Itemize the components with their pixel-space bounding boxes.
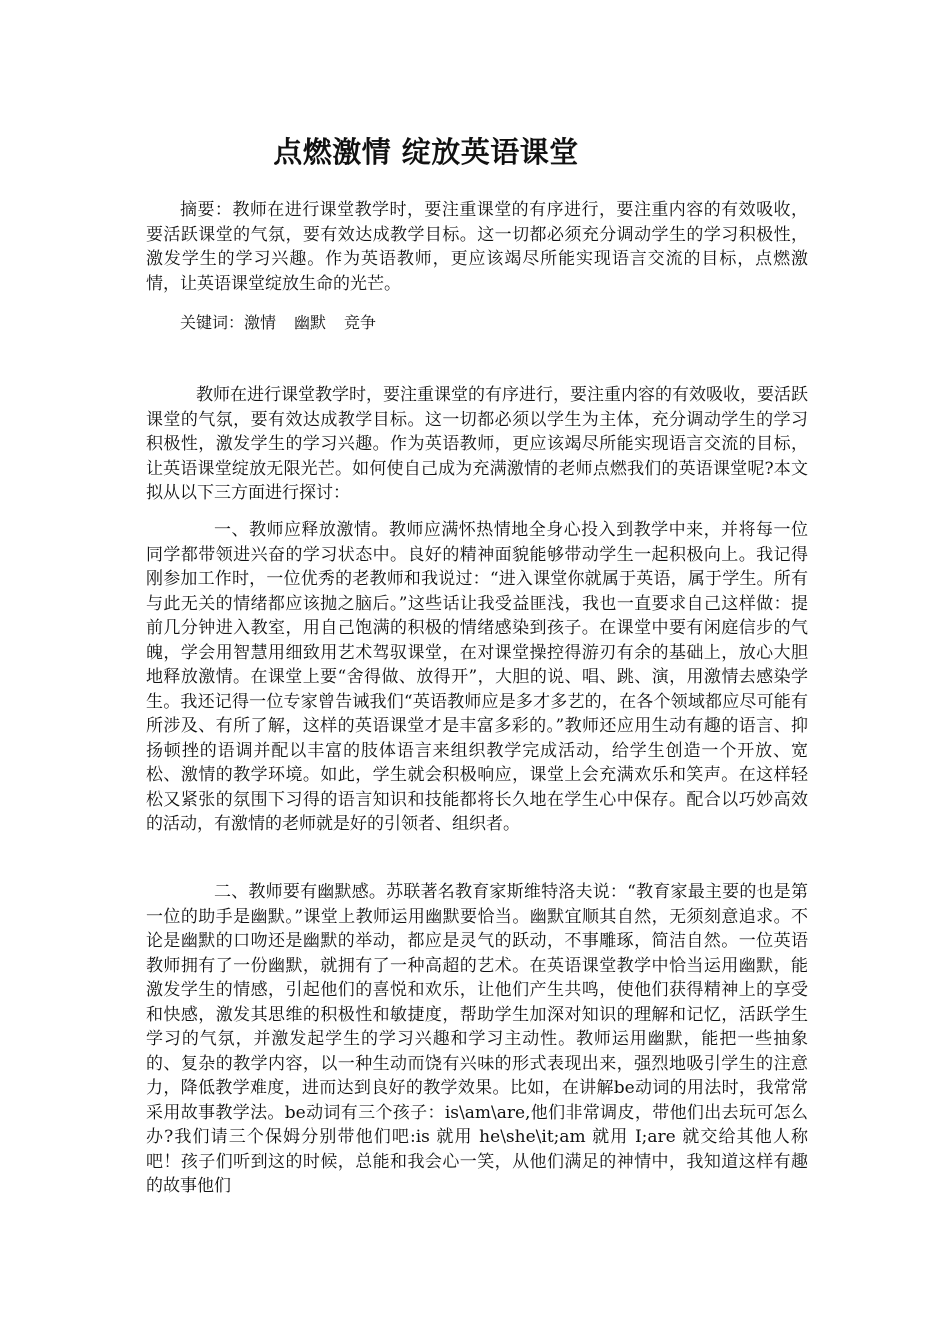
body-paragraph-intro: 教师在进行课堂教学时，要注重课堂的有序进行，要注重内容的有效吸收，要活跃课堂的气氛，要有效达成教学目标。这一切都必须以学生为主体，充分调动学生的学习积极性，激发学生的学习兴趣。作为英语教师，更应该竭尽所能实现语言交流的目标，让英语课堂绽放无限光芒。如何使自己成为充满激情的老师点燃我们的英语课堂呢?本文拟从以下三方面进行探讨：	[146, 385, 808, 503]
body-paragraph-passion: 一、教师应释放激情。教师应满怀热情地全身心投入到教学中来，并将每一位同学都带领进兴奋的学习状态中。良好的精神面貌能够带动学生一起积极向上。我记得刚参加工作时，一位优秀的老教师和我说过：“进入课堂你就属于英语，属于学生。所有与此无关的情绪都应该抛之脑后。”这些话让我受益匪浅，我也一直要求自己这样做：提前几分钟进入教室，用自己饱满的积极的情绪感染到孩子。在课堂中要有闲庭信步的气魄，学会用智慧用细致用艺术驾驭课堂，在对课堂操控得游刃有余的基础上，放心大胆地释放激情。在课堂上要“舍得做、放得开”，大胆的说、唱、跳、演，用激情去感染学生。我还记得一位专家曾告诫我们“英语教师应是多才多艺的，在各个领域都应尽可能有所涉及、有所了解，这样的英语课堂才是丰富多彩的。”教师还应用生动有趣的语言、抑扬顿挫的语调并配以丰富的肢体语言来组织教学完成活动，给学生创造一个开放、宽松、激情的教学环境。如此，学生就会积极响应，课堂上会充满欢乐和笑声。在这样轻松又紧张的氛围下习得的语言知识和技能都将长久地在学生心中保存。配合以巧妙高效的活动，有激情的老师就是好的引领者、组织者。	[146, 520, 808, 834]
page-title: 点燃激情 绽放英语课堂	[273, 135, 579, 169]
body-paragraph-humor: 二、教师要有幽默感。苏联著名教育家斯维特洛夫说：“教育家最主要的也是第一位的助手是幽默。”课堂上教师运用幽默要恰当。幽默宜顺其自然，无须刻意追求。不论是幽默的口吻还是幽默的举动，都应是灵气的跃动，不事雕琢，简洁自然。一位英语教师拥有了一份幽默，就拥有了一种高超的艺术。在英语课堂教学中恰当运用幽默，能激发学生的情感，引起他们的喜悦和欢乐，让他们产生共鸣，使他们获得精神上的享受和快感，激发其思维的积极性和敏捷度，帮助学生加深对知识的理解和记忆，活跃学生学习的气氛，并激发起学生的学习兴趣和学习主动性。教师运用幽默，能把一些抽象的、复杂的教学内容，以一种生动而饶有兴味的形式表现出来，强烈地吸引学生的注意力，降低教学难度，进而达到良好的教学效果。比如，在讲解be动词的用法时，我常常采用故事教学法。be动词有三个孩子：is\am\are,他们非常调皮，带他们出去玩可怎么办?我们请三个保姆分别带他们吧:is 就用 he\she\it;am 就用 I;are 就交给其他人称吧！孩子们听到这的时候，总能和我会心一笑，从他们满足的神情中，我知道这样有趣的故事他们	[146, 882, 808, 1196]
keyword-item: 激情	[244, 313, 277, 332]
keyword-item: 幽默	[294, 313, 327, 332]
keywords-line	[180, 311, 580, 335]
keyword-item: 竞争	[344, 313, 377, 332]
keywords-label: 关键词：	[180, 313, 245, 332]
abstract-paragraph: 摘要：教师在进行课堂教学时，要注重课堂的有序进行，要注重内容的有效吸收，要活跃课堂的气氛，要有效达成教学目标。这一切都必须充分调动学生的学习积极性，激发学生的学习兴趣。作为英语教师，更应该竭尽所能实现语言交流的目标，点燃激情，让英语课堂绽放生命的光芒。	[146, 200, 808, 294]
